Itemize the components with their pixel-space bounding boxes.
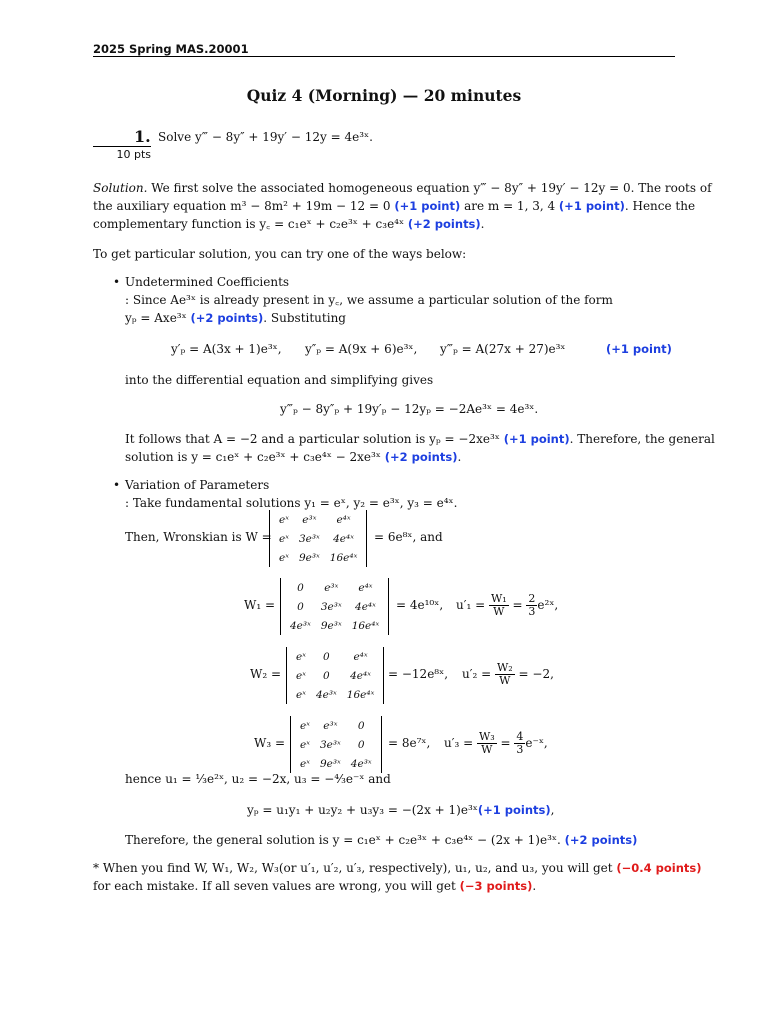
- solution-text-3a: complementary function is y꜀ = c₁eˣ + c₂e³ˣ + c₃e⁴ˣ: [93, 217, 408, 231]
- matrix-cell: e³ˣ: [323, 719, 338, 732]
- wronskian-value: = 6e⁸ˣ, and: [374, 530, 443, 544]
- solution-line-1: [93, 181, 712, 195]
- matrix-cell: 4e⁴ˣ: [333, 532, 354, 545]
- points-badge: (+1 point): [503, 432, 570, 446]
- matrix-cell: 0: [357, 719, 365, 732]
- u3-coef: [514, 731, 525, 756]
- uc-line-4: [125, 432, 715, 446]
- u2-derivative: [462, 661, 554, 687]
- matrix-table: [274, 510, 362, 567]
- solution-intro: To get particular solution, you can try one of the ways below:: [93, 247, 467, 261]
- uc-text-2a: yₚ = Axe³ˣ: [125, 311, 191, 325]
- points-badge: (+1 point): [606, 342, 672, 356]
- w2-matrix: [286, 647, 384, 704]
- matrix-cell: 0: [297, 581, 304, 594]
- w2-value: = −12e⁸ˣ,: [388, 667, 449, 681]
- w2-label: W₂ =: [250, 667, 282, 681]
- uc-heading: Undetermined Coefficients: [125, 275, 290, 289]
- matrix-row: [291, 647, 379, 666]
- note-text-1a: * When you find W, W₁, W₂, W₃(or u′₁, u′₂, u′₃, respectively), u₁, u₂, and u₃, you will get: [93, 861, 617, 875]
- page-title: Quiz 4 (Morning) — 20 minutes: [246, 86, 522, 105]
- points-badge: (+2 points): [564, 833, 638, 847]
- u2-label: u′₂ =: [462, 667, 492, 681]
- vp-particular: [247, 803, 554, 817]
- u1-tail: e²ˣ,: [537, 598, 559, 612]
- u3-den: W: [481, 743, 493, 756]
- matrix-cell: 3e³ˣ: [319, 738, 341, 751]
- matrix-row: [274, 548, 362, 567]
- solution-text-3c: .: [480, 217, 485, 231]
- matrix-cell: 16e⁴ˣ: [329, 551, 358, 564]
- vp-general: [125, 833, 637, 847]
- uc-line-1: : Since Ae³ˣ is already present in y꜀, we assume a particular solution of the form: [125, 293, 613, 307]
- u1-equals: =: [512, 598, 523, 612]
- matrix-cell: 9e³ˣ: [298, 551, 320, 564]
- matrix-row: [291, 685, 379, 704]
- u3-fraction: [477, 731, 497, 756]
- matrix-cell: 16e⁴ˣ: [346, 688, 375, 701]
- u3-coef-num: 4: [516, 730, 524, 743]
- problem-points: 10 pts: [116, 148, 151, 161]
- vp-hence: hence u₁ = ⅓e²ˣ, u₂ = −2x, u₃ = −⁴⁄₃e⁻ˣ and: [125, 772, 391, 786]
- w1-label: W₁ =: [244, 598, 276, 612]
- matrix-row: [295, 735, 377, 754]
- note-line-1: [93, 861, 702, 875]
- uc-line-5: [125, 450, 461, 464]
- u3-derivative: [444, 730, 548, 756]
- matrix-cell: eˣ: [300, 738, 310, 751]
- matrix-cell: 0: [297, 600, 304, 613]
- solution-text-2e: . Hence the: [624, 199, 696, 213]
- matrix-row: [295, 754, 377, 773]
- u1-coef-num: 2: [528, 592, 536, 605]
- w1-matrix: [280, 578, 389, 635]
- uc-line-2: [125, 311, 346, 325]
- matrix-cell: eˣ: [279, 551, 289, 564]
- matrix-row: [285, 578, 384, 597]
- matrix-cell: 0: [323, 669, 330, 682]
- solution-text-2c: are m = 1, 3, 4: [460, 199, 559, 213]
- matrix-cell: eˣ: [279, 513, 289, 526]
- matrix-row: [285, 597, 384, 616]
- u3-tail: e⁻ˣ,: [525, 736, 548, 750]
- matrix-cell: 4e³ˣ: [290, 619, 311, 632]
- u3-coef-den: 3: [516, 743, 524, 756]
- points-badge: (+1 points): [477, 803, 551, 817]
- penalty-badge: (−0.4 points): [616, 861, 702, 875]
- u2-den: W: [499, 674, 511, 687]
- u1-derivative: [456, 592, 558, 618]
- matrix-cell: eˣ: [296, 650, 306, 663]
- u2-fraction: [495, 662, 515, 687]
- u3-num: W₃: [478, 730, 495, 743]
- w3-label: W₃ =: [254, 736, 286, 750]
- w3-matrix: [290, 716, 382, 773]
- u1-label: u′₁ =: [456, 598, 486, 612]
- w3-value: = 8e⁷ˣ,: [388, 736, 431, 750]
- matrix-cell: e⁴ˣ: [353, 650, 368, 663]
- matrix-cell: 4e³ˣ: [350, 757, 372, 770]
- matrix-cell: 9e³ˣ: [320, 619, 342, 632]
- matrix-cell: eˣ: [300, 757, 310, 770]
- bullet-icon: •: [113, 478, 121, 492]
- vp-particular-a: yₚ = u₁y₁ + u₂y₂ + u₃y₃ = −(2x + 1)e³ˣ: [247, 803, 478, 817]
- u1-coef: [526, 593, 537, 618]
- vp-general-a: Therefore, the general solution is y = c₁eˣ + c₂e³ˣ + c₃e⁴ˣ − (2x + 1)e³ˣ.: [125, 833, 565, 847]
- uc-text-4c: . Therefore, the general: [569, 432, 715, 446]
- wronskian-label: Then, Wronskian is W =: [125, 530, 272, 544]
- matrix-row: [274, 529, 362, 548]
- wronskian-matrix: [269, 510, 367, 567]
- uc-deriv-3: y‴ₚ = A(27x + 27)e³ˣ: [440, 342, 566, 356]
- matrix-cell: e⁴ˣ: [336, 513, 351, 526]
- matrix-table: [291, 647, 379, 704]
- points-badge: (+2 points): [407, 217, 481, 231]
- matrix-cell: 9e³ˣ: [319, 757, 341, 770]
- u2-num: W₂: [496, 661, 513, 674]
- course-header: 2025 Spring MAS.20001: [93, 42, 249, 56]
- uc-text-5c: .: [457, 450, 462, 464]
- matrix-row: [291, 666, 379, 685]
- matrix-cell: 16e⁴ˣ: [351, 619, 380, 632]
- matrix-table: [295, 716, 377, 773]
- uc-equation: y‴ₚ − 8y″ₚ + 19y′ₚ − 12yₚ = −2Ae³ˣ = 4e³ˣ.: [280, 402, 539, 416]
- u1-fraction: [489, 593, 509, 618]
- u1-num: W₁: [490, 592, 507, 605]
- uc-line-3: into the differential equation and simplifying gives: [125, 373, 434, 387]
- matrix-table: [285, 578, 384, 635]
- matrix-cell: e³ˣ: [302, 513, 317, 526]
- matrix-row: [274, 510, 362, 529]
- solution-label: Solution.: [93, 181, 148, 195]
- matrix-cell: eˣ: [296, 669, 306, 682]
- points-badge: (+1 point): [558, 199, 625, 213]
- uc-deriv-2: y″ₚ = A(9x + 6)e³ˣ,: [305, 342, 418, 356]
- solution-line-3: [93, 217, 485, 231]
- matrix-cell: 3e³ˣ: [298, 532, 320, 545]
- u1-coef-den: 3: [528, 605, 536, 618]
- points-badge: (+1 point): [394, 199, 461, 213]
- matrix-cell: e⁴ˣ: [358, 581, 373, 594]
- matrix-cell: eˣ: [300, 719, 310, 732]
- uc-text-4a: It follows that A = −2 and a particular solution is yₚ = −2xe³ˣ: [125, 432, 504, 446]
- u3-equals: =: [500, 736, 511, 750]
- uc-text-2c: . Substituting: [263, 311, 346, 325]
- matrix-cell: 3e³ˣ: [320, 600, 342, 613]
- points-badge: (+2 points): [384, 450, 458, 464]
- matrix-cell: eˣ: [296, 688, 306, 701]
- matrix-cell: 0: [357, 738, 365, 751]
- note-text-2a: for each mistake. If all seven values are wrong, you will get: [93, 879, 460, 893]
- header-rule: [93, 56, 675, 57]
- matrix-cell: 4e³ˣ: [315, 688, 337, 701]
- problem-rule: [93, 146, 151, 147]
- penalty-badge: (−3 points): [459, 879, 533, 893]
- uc-deriv-1: y′ₚ = A(3x + 1)e³ˣ,: [171, 342, 282, 356]
- matrix-cell: eˣ: [279, 532, 289, 545]
- problem-statement: Solve y‴ − 8y″ + 19y′ − 12y = 4e³ˣ.: [158, 130, 373, 144]
- vp-particular-c: ,: [550, 803, 555, 817]
- matrix-cell: 4e⁴ˣ: [350, 669, 371, 682]
- vp-line-1: : Take fundamental solutions y₁ = eˣ, y₂ = e³ˣ, y₃ = e⁴ˣ.: [125, 496, 458, 510]
- solution-text-2a: the auxiliary equation m³ − 8m² + 19m − 12 = 0: [93, 199, 395, 213]
- u3-label: u′₃ =: [444, 736, 474, 750]
- matrix-row: [295, 716, 377, 735]
- matrix-cell: e³ˣ: [324, 581, 339, 594]
- matrix-row: [285, 616, 384, 635]
- note-text-2c: .: [532, 879, 537, 893]
- u1-den: W: [493, 605, 505, 618]
- w1-value: = 4e¹⁰ˣ,: [396, 598, 444, 612]
- uc-text-5a: solution is y = c₁eˣ + c₂e³ˣ + c₃e⁴ˣ − 2xe³ˣ: [125, 450, 385, 464]
- note-line-2: [93, 879, 536, 893]
- u2-tail: = −2,: [518, 667, 554, 681]
- matrix-cell: 4e⁴ˣ: [355, 600, 376, 613]
- bullet-icon: •: [113, 275, 121, 289]
- solution-text-1: We first solve the associated homogeneous equation y‴ − 8y″ + 19y′ − 12y = 0. The roots of: [147, 181, 712, 195]
- problem-number: 1.: [134, 127, 151, 146]
- points-badge: (+2 points): [190, 311, 264, 325]
- vp-heading: Variation of Parameters: [125, 478, 270, 492]
- solution-line-2: [93, 199, 695, 213]
- matrix-cell: 0: [323, 650, 330, 663]
